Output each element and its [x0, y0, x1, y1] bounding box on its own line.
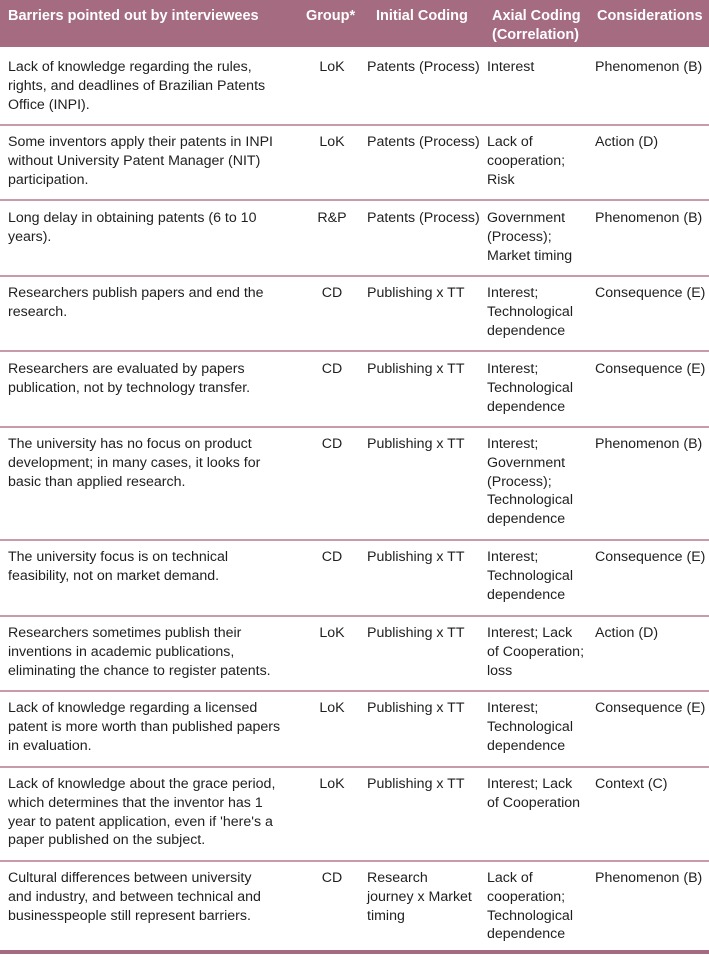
barrier-cell: The university focus is on technical feasibility, not on market demand.	[8, 549, 229, 584]
barrier-cell: Long delay in obtaining patents (6 to 10 years).	[8, 210, 257, 245]
group-cell: R&P	[317, 210, 347, 226]
considerations-cell: Action (D)	[595, 134, 659, 150]
group-cell: CD	[321, 870, 343, 886]
considerations-cell: Consequence (E)	[595, 549, 706, 565]
initial-coding-cell: Publishing x TT	[367, 776, 465, 792]
axial-coding-cell: Lack of cooperation; Risk	[487, 134, 566, 188]
barrier-cell: Lack of knowledge regarding a licensed patent is more worth than published papers in evaluation.	[8, 700, 281, 754]
axial-coding-cell: Interest; Lack of Cooperation; loss	[487, 625, 585, 679]
initial-coding-cell: Research journey x Market timing	[367, 870, 472, 924]
table-header	[0, 0, 709, 47]
group-cell: LoK	[319, 700, 345, 716]
group-cell: CD	[321, 436, 343, 452]
considerations-cell: Phenomenon (B)	[595, 436, 703, 452]
axial-coding-cell: Interest	[487, 59, 535, 75]
group-cell: CD	[321, 361, 343, 377]
barrier-cell: Researchers are evaluated by papers publication, not by technology transfer.	[8, 361, 251, 396]
initial-coding-cell: Publishing x TT	[367, 549, 465, 565]
barrier-cell: Some inventors apply their patents in INPI without University Patent Manager (NIT) participation.	[8, 134, 273, 188]
group-cell: LoK	[319, 59, 345, 75]
row-divider	[0, 350, 709, 352]
initial-coding-cell: Publishing x TT	[367, 285, 465, 301]
considerations-cell: Context (C)	[595, 776, 668, 792]
header-group: Group*	[306, 8, 356, 24]
considerations-cell: Phenomenon (B)	[595, 59, 703, 75]
axial-coding-cell: Lack of cooperation; Technological dependence	[487, 870, 573, 943]
header-axial-coding: Axial Coding (Correlation)	[492, 8, 581, 43]
considerations-cell: Action (D)	[595, 625, 659, 641]
barrier-cell: Lack of knowledge about the grace period, which determines that the inventor has 1 year to patent application, even if 'here's a paper published on the subject.	[8, 776, 276, 849]
considerations-cell: Consequence (E)	[595, 285, 706, 301]
group-cell: LoK	[319, 776, 345, 792]
considerations-cell: Consequence (E)	[595, 361, 706, 377]
barrier-cell: Researchers publish papers and end the research.	[8, 285, 264, 320]
row-divider	[0, 690, 709, 692]
barrier-cell: Cultural differences between university and industry, and between technical and businesspeople still represent barriers.	[8, 870, 261, 924]
axial-coding-cell: Interest; Government (Process); Technological dependence	[487, 436, 573, 528]
axial-coding-cell: Government (Process); Market timing	[487, 210, 573, 264]
row-divider	[0, 860, 709, 862]
considerations-cell: Consequence (E)	[595, 700, 706, 716]
row-divider	[0, 124, 709, 126]
initial-coding-cell: Publishing x TT	[367, 436, 465, 452]
initial-coding-cell: Publishing x TT	[367, 361, 465, 377]
initial-coding-cell: Patents (Process)	[367, 210, 480, 226]
considerations-cell: Phenomenon (B)	[595, 870, 703, 886]
row-divider	[0, 275, 709, 277]
considerations-cell: Phenomenon (B)	[595, 210, 703, 226]
initial-coding-cell: Publishing x TT	[367, 700, 465, 716]
initial-coding-cell: Patents (Process)	[367, 59, 480, 75]
row-divider	[0, 766, 709, 768]
initial-coding-cell: Patents (Process)	[367, 134, 480, 150]
barrier-cell: Researchers sometimes publish their inventions in academic publications, eliminating the chance to register patents.	[8, 625, 271, 679]
row-divider	[0, 426, 709, 428]
barrier-cell: Lack of knowledge regarding the rules, rights, and deadlines of Brazilian Patents Office (INPI).	[8, 59, 266, 113]
header-barriers: Barriers pointed out by interviewees	[8, 8, 259, 24]
group-cell: CD	[321, 549, 343, 565]
row-divider	[0, 615, 709, 617]
initial-coding-cell: Publishing x TT	[367, 625, 465, 641]
header-considerations: Considerations	[597, 8, 703, 24]
header-initial-coding: Initial Coding	[376, 8, 468, 24]
group-cell: LoK	[319, 134, 345, 150]
group-cell: CD	[321, 285, 343, 301]
axial-coding-cell: Interest; Technological dependence	[487, 549, 573, 603]
axial-coding-cell: Interest; Technological dependence	[487, 700, 573, 754]
row-divider	[0, 199, 709, 201]
axial-coding-cell: Interest; Lack of Cooperation	[487, 776, 581, 811]
table-bottom-rule	[0, 950, 709, 954]
row-divider	[0, 539, 709, 541]
axial-coding-cell: Interest; Technological dependence	[487, 285, 573, 339]
barrier-cell: The university has no focus on product development; in many cases, it looks for basic than applied research.	[8, 436, 261, 490]
axial-coding-cell: Interest; Technological dependence	[487, 361, 573, 415]
group-cell: LoK	[319, 625, 345, 641]
